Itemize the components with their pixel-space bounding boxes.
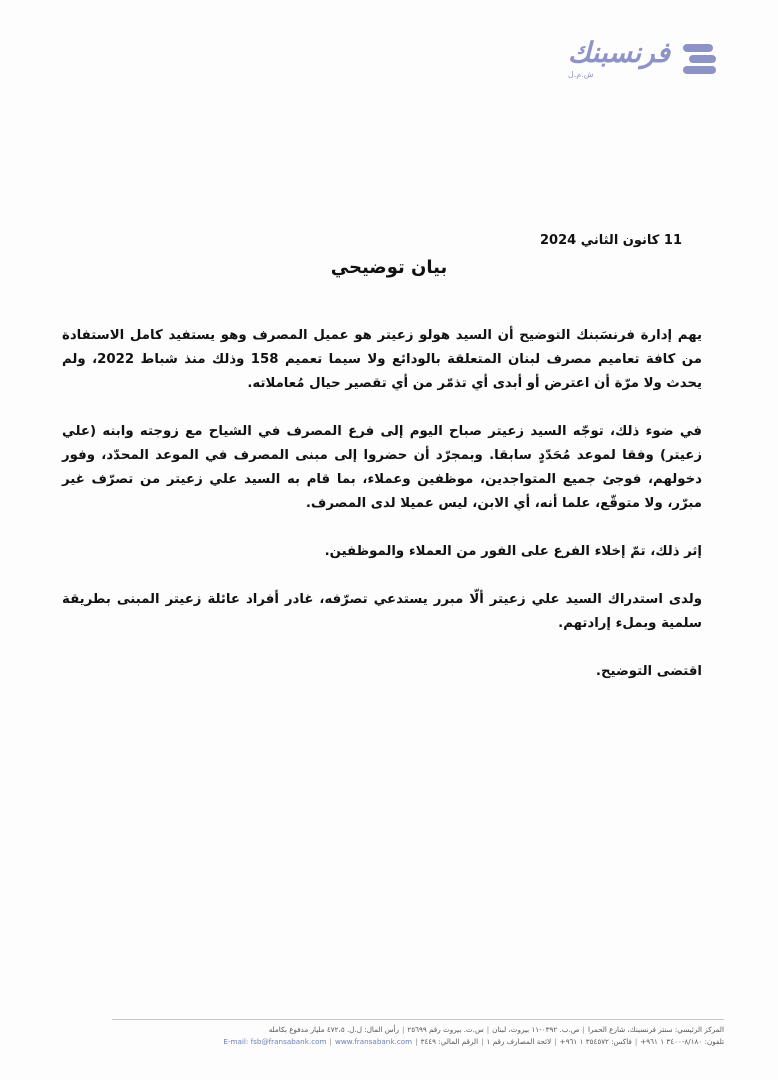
footer-address: المركز الرئيسي: سنتر فرنسبنك، شارع الحمرا: [587, 1025, 724, 1034]
footer-fax: فاكس: ٣٥٤٥٧٢ ١ ٩٦١+: [559, 1037, 632, 1046]
footer-row-2: تلفون: ٨/١٨٠-٣٤٠٠ ١ ٩٦١+|فاكس: ٣٥٤٥٧٢ ١ ٩٦١+|لائحة المصارف رقم ١|الرقم المالي: ٣٤٤٩|E-mail: fsb@fransabank.com | www.fransabank.com: [223, 1037, 724, 1046]
footer-email-link[interactable]: E-mail: fsb@fransabank.com: [223, 1037, 327, 1046]
footer-registry: س.ت. بيروت رقم ٢٥٦٩٩: [407, 1025, 484, 1034]
paragraph-4: ولدى استدراك السيد علي زعيتر ألّا مبرر يستدعي تصرّفه، غادر أفراد عائلة زعيتر المبنى بطريقة سلمية وبملء إرادتهم.: [62, 592, 702, 631]
closing-line: اقتضى التوضيح.: [595, 664, 702, 679]
footer-pobox: ص.ب. ٠٣٩٢-١١ بيروت، لبنان: [492, 1025, 580, 1034]
footer-financial-number: الرقم المالي: ٣٤٤٩: [420, 1037, 479, 1046]
footer-phone: تلفون: ٨/١٨٠-٣٤٠٠ ١ ٩٦١+: [640, 1037, 724, 1046]
paragraph-2: في ضوء ذلك، توجّه السيد زعيتر صباح اليوم إلى فرع المصرف في الشياح مع زوجته وابنه (علي زعيتر) وفقا لموعد مُحَدّدٍ سابقا. وبمجرّد أن حضروا إلى مبنى المصرف في الموعد المحدّد، وفور دخولهم، فوجئ جميع المتواجدين، موظفين وعملاء، بما قام به السيد علي زعيتر من تصرّف غير مبرّر، ولا متوقّع، علما أنه، أي الابن، ليس عميلا لدى المصرف.: [62, 424, 702, 511]
paragraph-3: إثر ذلك، تمّ إخلاء الفرع على الفور من العملاء والموظفين.: [324, 544, 702, 559]
letter-date: 11 كانون الثاني 2024: [540, 233, 682, 248]
footer-divider: [112, 1019, 724, 1020]
logo-text: [568, 38, 670, 80]
letter-title: بيان توضيحي: [330, 257, 448, 278]
logo-subtitle: ش.م.ل: [567, 70, 594, 79]
footer-bank-list: لائحة المصارف رقم ١: [486, 1037, 552, 1046]
logo-name: فرنسبنك: [567, 36, 670, 69]
paragraph-1: يهم إدارة فرنسَبنك التوضيح أن السيد هولو زعيتر هو عميل المصرف وهو يستفيد كامل الاستفادة من كافة تعاميم مصرف لبنان المتعلقة بالودائع ولا سيما تعميم 158 وذلك منذ شباط 2022، ولم يحدث ولا مرّة أن اعترض أو أبدى أي تذمّر من أي تقصير حيال مُعاملاته.: [62, 328, 702, 391]
letter-body: [62, 324, 702, 708]
letter-footer: [112, 1024, 724, 1048]
fransabank-emblem-icon: [680, 38, 722, 80]
footer-row-1: المركز الرئيسي: سنتر فرنسبنك، شارع الحمرا|ص.ب. ٠٣٩٢-١١ بيروت، لبنان|س.ت. بيروت رقم ٢٥٦٩٩|رأس المال: ل.ل. ٤٧٢،٥ مليار مدفوع بكامله: [268, 1025, 724, 1034]
footer-website-link[interactable]: www.fransabank.com: [334, 1037, 413, 1046]
footer-capital: رأس المال: ل.ل. ٤٧٢،٥ مليار مدفوع بكامله: [268, 1025, 399, 1034]
bank-logo: [568, 34, 722, 84]
